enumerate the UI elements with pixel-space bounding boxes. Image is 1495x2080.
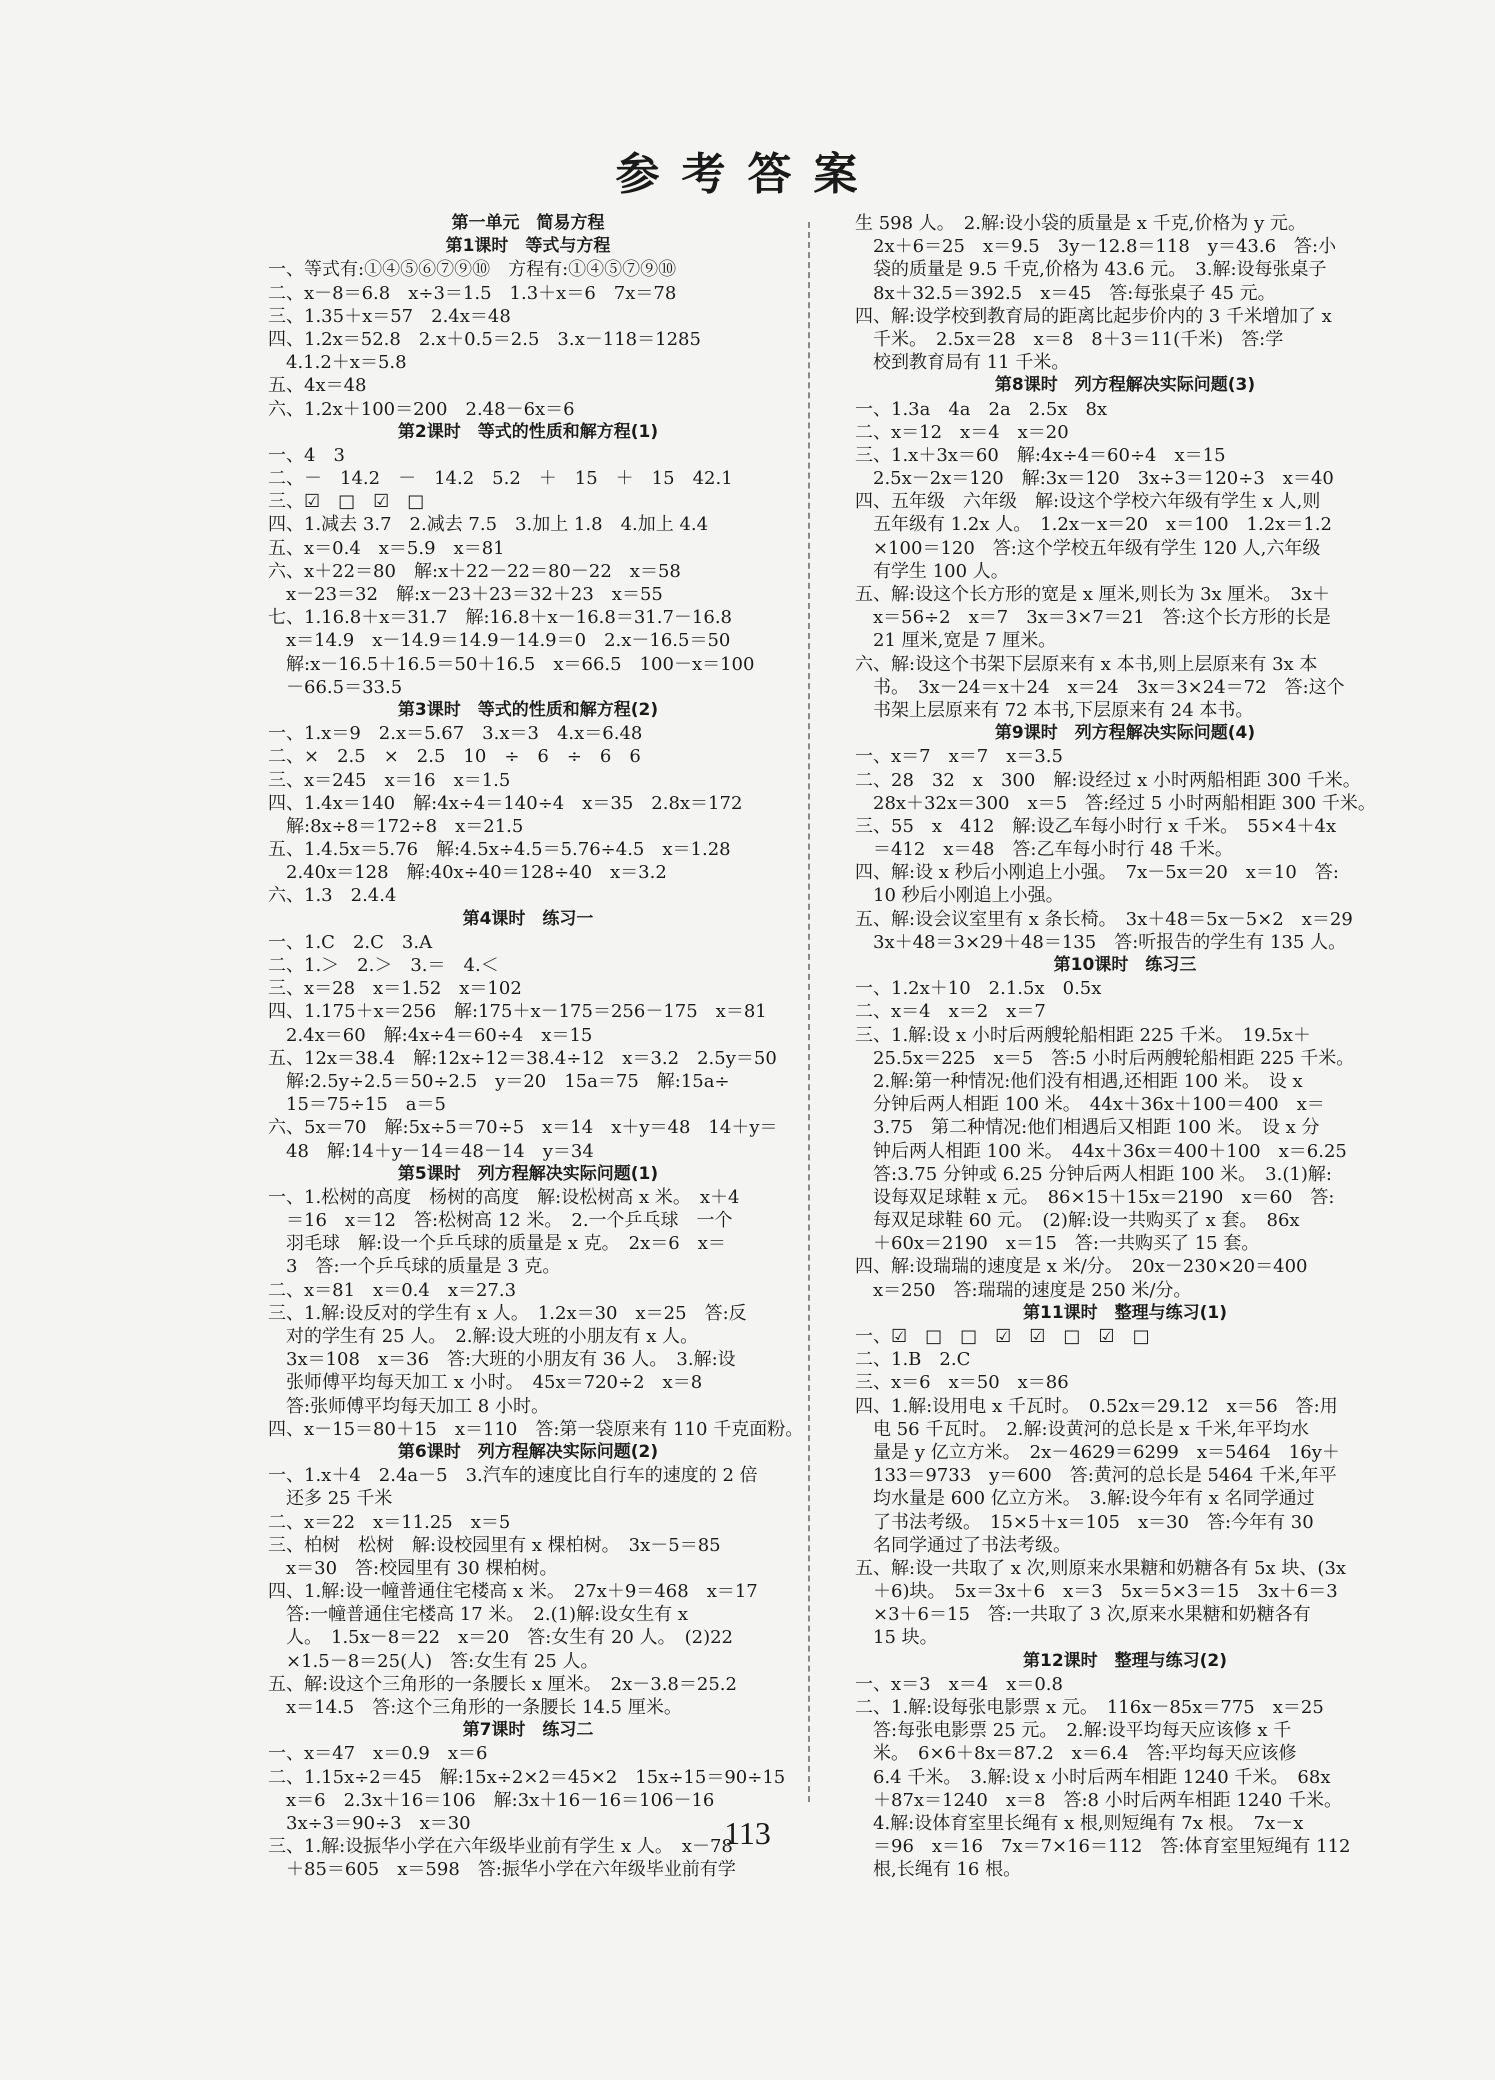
page-title: 参考答案 [615,149,880,200]
answer-line: 四、1.175＋x＝256 解:175＋x－175＝256－175 x＝81 [268,1001,767,1023]
answer-line: 答:张师傅平均每天加工 8 小时。 [268,1395,549,1417]
answer-line: 三、☑ □ ☑ □ [268,491,425,513]
answer-line: 四、1.解:设用电 x 千瓦时。 0.52x＝29.12 x＝56 答:用 [855,1395,1338,1417]
answer-line: ＋60x＝2190 x＝15 答:一共购买了 15 套。 [855,1233,1260,1255]
answer-line: 一、1.2x＋10 2.1.5x 0.5x [855,978,1102,1000]
answer-line: x－23＝32 解:x－23＋23＝32＋23 x＝55 [268,584,663,605]
answer-line: ＝412 x＝48 答:乙车每小时行 48 千米。 [855,839,1233,861]
answer-line: 15＝75÷15 a＝5 [268,1094,446,1116]
answer-line: 四、1.减去 3.7 2.减去 7.5 3.加上 1.8 4.加上 4.4 [268,514,709,536]
section-heading: 第1课时 等式与方程 [445,236,611,257]
answer-line: 羽毛球 解:设一个乒乓球的质量是 x 克。 2x＝6 x＝ [268,1233,726,1255]
answer-line: 二、1.＞ 2.＞ 3.＝ 4.＜ [268,955,499,976]
answer-line: x＝6 2.3x＋16＝106 解:3x＋16－16＝106－16 [268,1789,715,1811]
answer-line: x＝250 答:瑞瑞的速度是 250 米/分。 [855,1279,1192,1301]
section-heading: 第11课时 整理与练习(1) [1022,1302,1228,1323]
answer-line: 六、x＋22＝80 解:x＋22－22＝80－22 x＝58 [268,560,681,582]
answer-line: x＝14.5 答:这个三角形的一条腰长 14.5 厘米。 [268,1697,682,1718]
answer-line: 人。 1.5x－8＝22 x＝20 答:女生有 20 人。 (2)22 [268,1627,734,1649]
answer-line: 五、解:设会议室里有 x 条长椅。 3x＋48＝5x－5×2 x＝29 [855,908,1353,930]
answer-line: 五、4x＝48 [268,375,367,397]
answer-line: 四、1.2x＝52.8 2.x＋0.5＝2.5 3.x－118＝1285 [268,328,701,350]
answer-line: 15 块。 [855,1627,938,1649]
answer-line: 答:一幢普通住宅楼高 17 米。 2.(1)解:设女生有 x [268,1604,689,1626]
answer-line: 3x÷3＝90÷3 x＝30 [268,1812,471,1834]
answer-line: 133＝9733 y＝600 答:黄河的总长是 5464 千米,年平 [855,1465,1337,1487]
column-divider [808,222,810,1802]
answer-line: 三、1.x＋3x＝60 解:4x÷4＝60÷4 x＝15 [855,444,1226,466]
section-heading: 第8课时 列方程解决实际问题(3) [994,375,1256,396]
answer-line: 一、等式有:①④⑤⑥⑦⑨⑩ 方程有:①④⑤⑦⑨⑩ [268,259,677,281]
answer-line: 10 秒后小刚追上小强。 [855,885,1064,907]
answer-line: 二、1.解:设每张电影票 x 元。 116x－85x＝775 x＝25 [855,1697,1324,1718]
answer-line: 根,长绳有 16 根。 [855,1859,1022,1881]
answer-line: 五、12x＝38.4 解:12x÷12＝38.4÷12 x＝3.2 2.5y＝50 [268,1047,777,1069]
answer-line: 2.40x＝128 解:40x÷40＝128÷40 x＝3.2 [268,862,667,884]
answer-line: 一、x＝47 x＝0.9 x＝6 [268,1743,488,1765]
answer-line: 二、28 32 x 300 解:设经过 x 小时两船相距 300 千米。 [855,769,1361,791]
answer-line: 还多 25 千米 [268,1488,393,1510]
answer-line: 4.1.2＋x＝5.8 [268,352,407,374]
answer-line: 二、× 2.5 × 2.5 10 ÷ 6 ÷ 6 6 [268,746,641,768]
answer-line: 四、解:设学校到教育局的距离比起步价内的 3 千米增加了 x [855,305,1332,327]
answer-line: 五、解:设一共取了 x 次,则原来水果糖和奶糖各有 5x 块、(3x [855,1557,1347,1579]
answer-line: 量是 y 亿立方米。 2x－4629＝6299 x＝5464 16y＋ [855,1441,1340,1463]
page-number: 113 [724,1815,771,1851]
answer-line: 二、－ 14.2 － 14.2 5.2 ＋ 15 ＋ 15 42.1 [268,468,733,490]
answer-line: 张师傅平均每天加工 x 小时。 45x＝720÷2 x＝8 [268,1372,703,1394]
answer-line: 四、解:设 x 秒后小刚追上小强。 7x－5x＝20 x＝10 答: [855,862,1339,884]
answer-line: x＝30 答:校园里有 30 棵柏树。 [268,1557,558,1579]
answer-line: 四、x－15＝80＋15 x＝110 答:第一袋原来有 110 千克面粉。 [268,1418,804,1440]
answer-line: 一、1.C 2.C 3.A [268,931,433,953]
section-heading: 第9课时 列方程解决实际问题(4) [994,723,1256,744]
section-heading: 第4课时 练习一 [462,908,594,929]
answer-line: 五、1.4.5x＝5.76 解:4.5x÷4.5＝5.76÷4.5 x＝1.28 [268,839,731,861]
answer-line: 8x＋32.5＝392.5 x＝45 答:每张桌子 45 元。 [855,282,1276,304]
answer-line: 六、1.2x＋100＝200 2.48－6x＝6 [268,398,575,420]
answer-line: 3.75 第二种情况:他们相遇后又相距 100 米。 设 x 分 [855,1117,1320,1139]
answer-line: 二、x＝22 x＝11.25 x＝5 [268,1511,511,1533]
answer-line: 三、1.35＋x＝57 2.4x＝48 [268,305,511,327]
answer-line: 五、解:设这个长方形的宽是 x 厘米,则长为 3x 厘米。 3x＋ [855,584,1331,605]
answer-line: 生 598 人。 2.解:设小袋的质量是 x 千克,价格为 y 元。 [855,213,1306,234]
answer-line: 48 解:14＋y－14＝48－14 y＝34 [268,1140,594,1162]
answer-line: 分钟后两人相距 100 米。 44x＋36x＋100＝400 x＝ [855,1094,1325,1116]
answer-line: ×1.5－8＝25(人) 答:女生有 25 人。 [268,1650,599,1672]
answer-line: 二、x＝81 x＝0.4 x＝27.3 [268,1279,517,1301]
answer-line: 三、1.解:设反对的学生有 x 人。 1.2x＝30 x＝25 答:反 [268,1302,747,1324]
answer-line: 一、1.x＋4 2.4a－5 3.汽车的速度比自行车的速度的 2 倍 [268,1465,758,1487]
section-heading: 第6课时 列方程解决实际问题(2) [397,1441,659,1462]
answer-line: x＝14.9 x－14.9＝14.9－14.9＝0 2.x－16.5＝50 [268,630,731,652]
answer-line: 一、1.松树的高度 杨树的高度 解:设松树高 x 米。 x＋4 [268,1186,740,1208]
answer-line: 25.5x＝225 x＝5 答:5 小时后两艘轮船相距 225 千米。 [855,1047,1355,1069]
answer-line: 三、1.解:设 x 小时后两艘轮船相距 225 千米。 19.5x＋ [855,1024,1311,1046]
section-heading: 第7课时 练习二 [462,1720,594,1741]
section-heading: 第2课时 等式的性质和解方程(1) [397,421,659,442]
answer-line: 3x＋48＝3×29＋48＝135 答:听报告的学生有 135 人。 [855,931,1347,953]
answer-line: 六、解:设这个书架下层原来有 x 本书,则上层原来有 3x 本 [855,653,1318,675]
answers-right-column [855,212,1395,1881]
answer-line: 一、1.x＝9 2.x＝5.67 3.x＝3 4.x＝6.48 [268,723,643,745]
answer-line: 二、x＝4 x＝2 x＝7 [855,1001,1046,1023]
answer-line: 校到教育局有 11 千米。 [855,352,1070,374]
answer-line: 千米。 2.5x＝28 x＝8 8＋3＝11(千米) 答:学 [855,328,1284,350]
answer-line: －66.5＝33.5 [268,676,403,698]
answer-line: 一、4 3 [268,444,345,466]
answer-line: 2.4x＝60 解:4x÷4＝60÷4 x＝15 [268,1024,593,1046]
answer-line: ＝16 x＝12 答:松树高 12 米。 2.一个乒乓球 一个 [268,1210,733,1232]
answer-line: 书架上层原来有 72 本书,下层原来有 24 本书。 [855,699,1254,721]
answer-line: 解:x－16.5＋16.5＝50＋16.5 x＝66.5 100－x＝100 [268,653,755,675]
answer-line: x＝56÷2 x＝7 3x＝3×7＝21 答:这个长方形的长是 [855,607,1331,629]
answer-line: 袋的质量是 9.5 千克,价格为 43.6 元。 3.解:设每张桌子 [855,259,1327,281]
answer-line: 2x＋6＝25 x＝9.5 3y－12.8＝118 y＝43.6 答:小 [855,236,1337,258]
answer-line: 设每双足球鞋 x 元。 86×15＋15x＝2190 x＝60 答: [855,1186,1335,1208]
answer-line: 四、1.4x＝140 解:4x÷4＝140÷4 x＝35 2.8x＝172 [268,792,743,814]
answer-line: 2.解:第一种情况:他们没有相遇,还相距 100 米。 设 x [855,1070,1303,1092]
answer-line: 钟后两人相距 100 米。 44x＋36x＝400＋100 x＝6.25 [855,1140,1347,1162]
answer-line: 二、x－8＝6.8 x÷3＝1.5 1.3＋x＝6 7x＝78 [268,282,677,304]
section-heading: 第5课时 列方程解决实际问题(1) [397,1163,659,1184]
answer-line: 三、x＝6 x＝50 x＝86 [855,1372,1069,1394]
answer-line: ×3＋6＝15 答:一共取了 3 次,原来水果糖和奶糖各有 [855,1604,1311,1626]
section-heading: 第10课时 练习三 [1053,955,1197,975]
answer-line: 2.5x－2x＝120 解:3x＝120 3x÷3＝120÷3 x＝40 [855,468,1334,490]
answer-line: ＋85＝605 x＝598 答:振华小学在六年级毕业前有学 [268,1859,736,1881]
answer-line: 解:2.5y÷2.5＝50÷2.5 y＝20 15a＝75 解:15a÷ [268,1070,730,1092]
answer-line: 三、55 x 412 解:设乙车每小时行 x 千米。 55×4＋4x [855,815,1337,837]
answer-line: 一、x＝3 x＝4 x＝0.8 [855,1673,1063,1695]
answer-line: 解:8x÷8＝172÷8 x＝21.5 [268,815,524,837]
answer-line: ＋87x＝1240 x＝8 答:8 小时后两车相距 1240 千米。 [855,1789,1342,1811]
answer-line: 三、1.解:设振华小学在六年级毕业前有学生 x 人。 x－78 [268,1836,733,1858]
answer-line: 名同学通过了书法考级。 [855,1534,1071,1556]
answer-line: 书。 3x－24＝x＋24 x＝24 3x＝3×24＝72 答:这个 [855,676,1345,698]
answer-line: 电 56 千瓦时。 2.解:设黄河的总长是 x 千米,年平均水 [855,1418,1309,1440]
answer-line: 4.解:设体育室里长绳有 x 根,则短绳有 7x 根。 7x－x [855,1812,1304,1834]
answer-line: 均水量是 600 亿立方米。 3.解:设今年有 x 名同学通过 [855,1488,1315,1510]
answer-line: 28x＋32x＝300 x＝5 答:经过 5 小时两船相距 300 千米。 [855,792,1376,814]
answer-line: 二、1.15x÷2＝45 解:15x÷2×2＝45×2 15x÷15＝90÷15 [268,1766,786,1788]
answer-line: 21 厘米,宽是 7 厘米。 [855,630,1057,652]
section-heading: 第一单元 简易方程 [451,213,605,233]
answer-line: 四、解:设瑞瑞的速度是 x 米/分。 20x－230×20＝400 [855,1256,1308,1278]
answer-line: 三、柏树 松树 解:设校园里有 x 棵柏树。 3x－5＝85 [268,1534,721,1556]
answer-line: 五、解:设这个三角形的一条腰长 x 厘米。 2x－3.8＝25.2 [268,1673,737,1695]
answer-line: 对的学生有 25 人。 2.解:设大班的小朋友有 x 人。 [268,1326,699,1347]
answer-line: 有学生 100 人。 [855,560,1009,582]
answer-line: 二、1.B 2.C [855,1349,971,1371]
answer-line: 6.4 千米。 3.解:设 x 小时后两车相距 1240 千米。 68x [855,1766,1331,1788]
answer-line: 四、1.解:设一幢普通住宅楼高 x 米。 27x＋9＝468 x＝17 [268,1581,758,1603]
answer-line: 米。 6×6＋8x＝87.2 x＝6.4 答:平均每天应该修 [855,1743,1297,1765]
section-heading: 第3课时 等式的性质和解方程(2) [397,699,659,720]
answer-line: 五、x＝0.4 x＝5.9 x＝81 [268,537,505,559]
answer-line: 七、1.16.8＋x＝31.7 解:16.8＋x－16.8＝31.7－16.8 [268,607,733,629]
answer-line: 一、x＝7 x＝7 x＝3.5 [855,746,1063,768]
answer-line: 3x＝108 x＝36 答:大班的小朋友有 36 人。 3.解:设 [268,1349,736,1371]
answer-line: ×100＝120 答:这个学校五年级有学生 120 人,六年级 [855,537,1321,559]
answer-line: 答:每张电影票 25 元。 2.解:设平均每天应该修 x 千 [855,1720,1292,1742]
answer-line: 六、5x＝70 解:5x÷5＝70÷5 x＝14 x＋y＝48 14＋y＝ [268,1117,778,1139]
answer-line: 三、x＝245 x＝16 x＝1.5 [268,769,511,791]
answer-line: 答:3.75 分钟或 6.25 分钟后两人相距 100 米。 3.(1)解: [855,1163,1332,1185]
answer-line: 二、x＝12 x＝4 x＝20 [855,421,1069,443]
answer-line: 一、1.3a 4a 2a 2.5x 8x [855,398,1108,420]
answer-line: 四、五年级 六年级 解:设这个学校六年级有学生 x 人,则 [855,491,1321,513]
answer-line: 一、☑ □ □ ☑ ☑ □ ☑ □ [855,1326,1150,1347]
section-heading: 第12课时 整理与练习(2) [1022,1650,1228,1671]
answer-line: 了书法考级。 15×5＋x＝105 x＝30 答:今年有 30 [855,1511,1314,1533]
answer-line: 3 答:一个乒乓球的质量是 3 克。 [268,1256,561,1278]
answer-line: ＋6)块。 5x＝3x＋6 x＝3 5x＝5×3＝15 3x＋6＝3 [855,1581,1338,1603]
answer-line: 三、x＝28 x＝1.52 x＝102 [268,978,522,1000]
answer-line: 五年级有 1.2x 人。 1.2x－x＝20 x＝100 1.2x＝1.2 [855,514,1332,536]
answer-line: ＝96 x＝16 7x＝7×16＝112 答:体育室里短绳有 112 [855,1836,1351,1858]
answer-line: 六、1.3 2.4.4 [268,885,397,907]
answer-line: 每双足球鞋 60 元。 (2)解:设一共购买了 x 套。 86x [855,1210,1300,1232]
